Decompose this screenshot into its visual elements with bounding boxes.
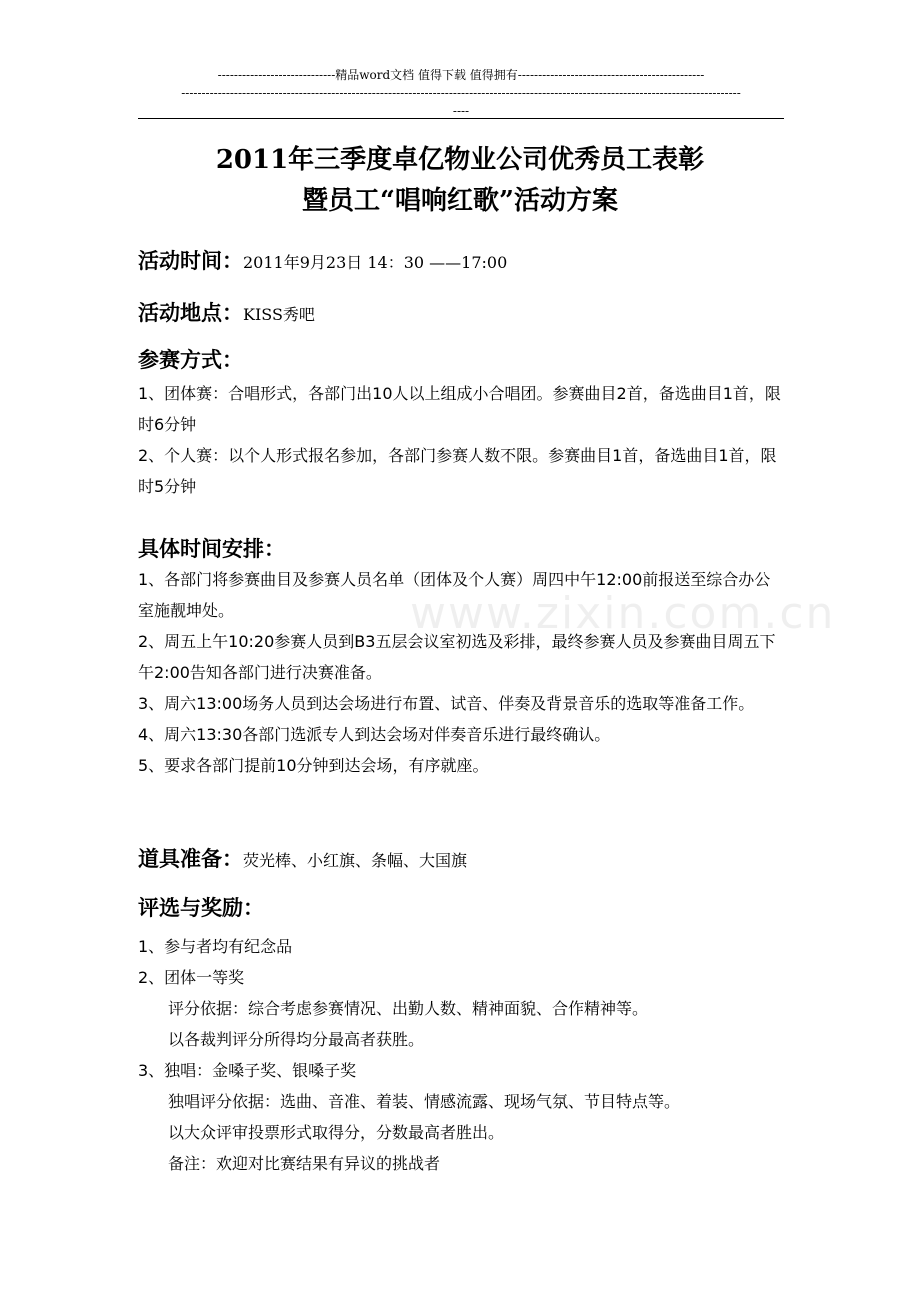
award-line-8: 备注：欢迎对比赛结果有异议的挑战者 — [168, 1154, 441, 1173]
schedule-heading: 具体时间安排： — [138, 537, 285, 561]
awards-heading: 评选与奖励： — [138, 896, 264, 920]
event-place-row — [138, 297, 788, 327]
award-line-3: 评分依据：综合考虑参赛情况、出勤人数、精神面貌、合作精神等。 — [168, 999, 649, 1018]
format-list — [138, 378, 784, 502]
props-row — [138, 843, 788, 873]
awards-list — [138, 931, 784, 1179]
watermark: www.zixin.com.cn — [410, 588, 836, 639]
award-line-6: 独唱评分依据：选曲、音准、着装、情感流露、现场气氛、节目特点等。 — [168, 1092, 681, 1111]
award-line-7: 以大众评审投票形式取得分，分数最高者胜出。 — [168, 1123, 505, 1142]
format-item-2: 2、个人赛：以个人形式报名参加，各部门参赛人数不限。参赛曲目1首，备选曲目1首，限时5分钟 — [138, 446, 777, 496]
award-line-1: 1、参与者均有纪念品 — [138, 937, 293, 956]
schedule-item-2: 2、周五上午10:20参赛人员到B3五层会议室初选及彩排，最终参赛人员及参赛曲目周五下午2:00告知各部门进行决赛准备。 — [138, 632, 776, 682]
event-time-row — [138, 245, 788, 275]
schedule-item-5: 5、要求各部门提前10分钟到达会场，有序就座。 — [138, 756, 489, 775]
format-heading: 参赛方式： — [138, 348, 243, 372]
props-value: 荧光棒、小红旗、条幅、大国旗 — [243, 851, 468, 870]
document-title-line2: 暨员工“唱响红歌”活动方案 — [302, 186, 618, 216]
header-rule — [138, 118, 784, 119]
award-line-5: 3、独唱：金嗓子奖、银嗓子奖 — [138, 1061, 357, 1080]
header-banner: -----------------------------精品word文档 值得下载 值得拥有---------------------------------------------- — [217, 68, 705, 82]
format-item-1: 1、团体赛：合唱形式，各部门出10人以上组成小合唱团。参赛曲目2首，备选曲目1首，限时6分钟 — [138, 384, 781, 434]
event-place-value: KISS秀吧 — [243, 305, 315, 324]
award-line-4: 以各裁判评分所得均分最高者获胜。 — [168, 1030, 425, 1049]
props-label: 道具准备： — [138, 847, 243, 871]
event-time-value: 2011年9月23日 14：30 ——17:00 — [243, 253, 508, 272]
schedule-item-3: 3、周六13:00场务人员到达会场进行布置、试音、伴奏及背景音乐的选取等准备工作。 — [138, 694, 755, 713]
document-title-line1: 2011年三季度卓亿物业公司优秀员工表彰 — [215, 145, 705, 175]
event-time-label: 活动时间： — [138, 249, 243, 273]
event-place-label: 活动地点： — [138, 301, 243, 325]
schedule-item-1: 1、各部门将参赛曲目及参赛人员名单（团体及个人赛）周四中午12:00前报送至综合办公室施靓坤处。 — [138, 570, 771, 620]
schedule-item-4: 4、周六13:30各部门选派专人到达会场对伴奏音乐进行最终确认。 — [138, 725, 611, 744]
header-dash-line: ------------------------------------------------------------------------------------------------------------------------------------------ — [181, 86, 741, 100]
header-dash-tail: ---- — [452, 104, 470, 118]
award-line-2: 2、团体一等奖 — [138, 968, 245, 987]
